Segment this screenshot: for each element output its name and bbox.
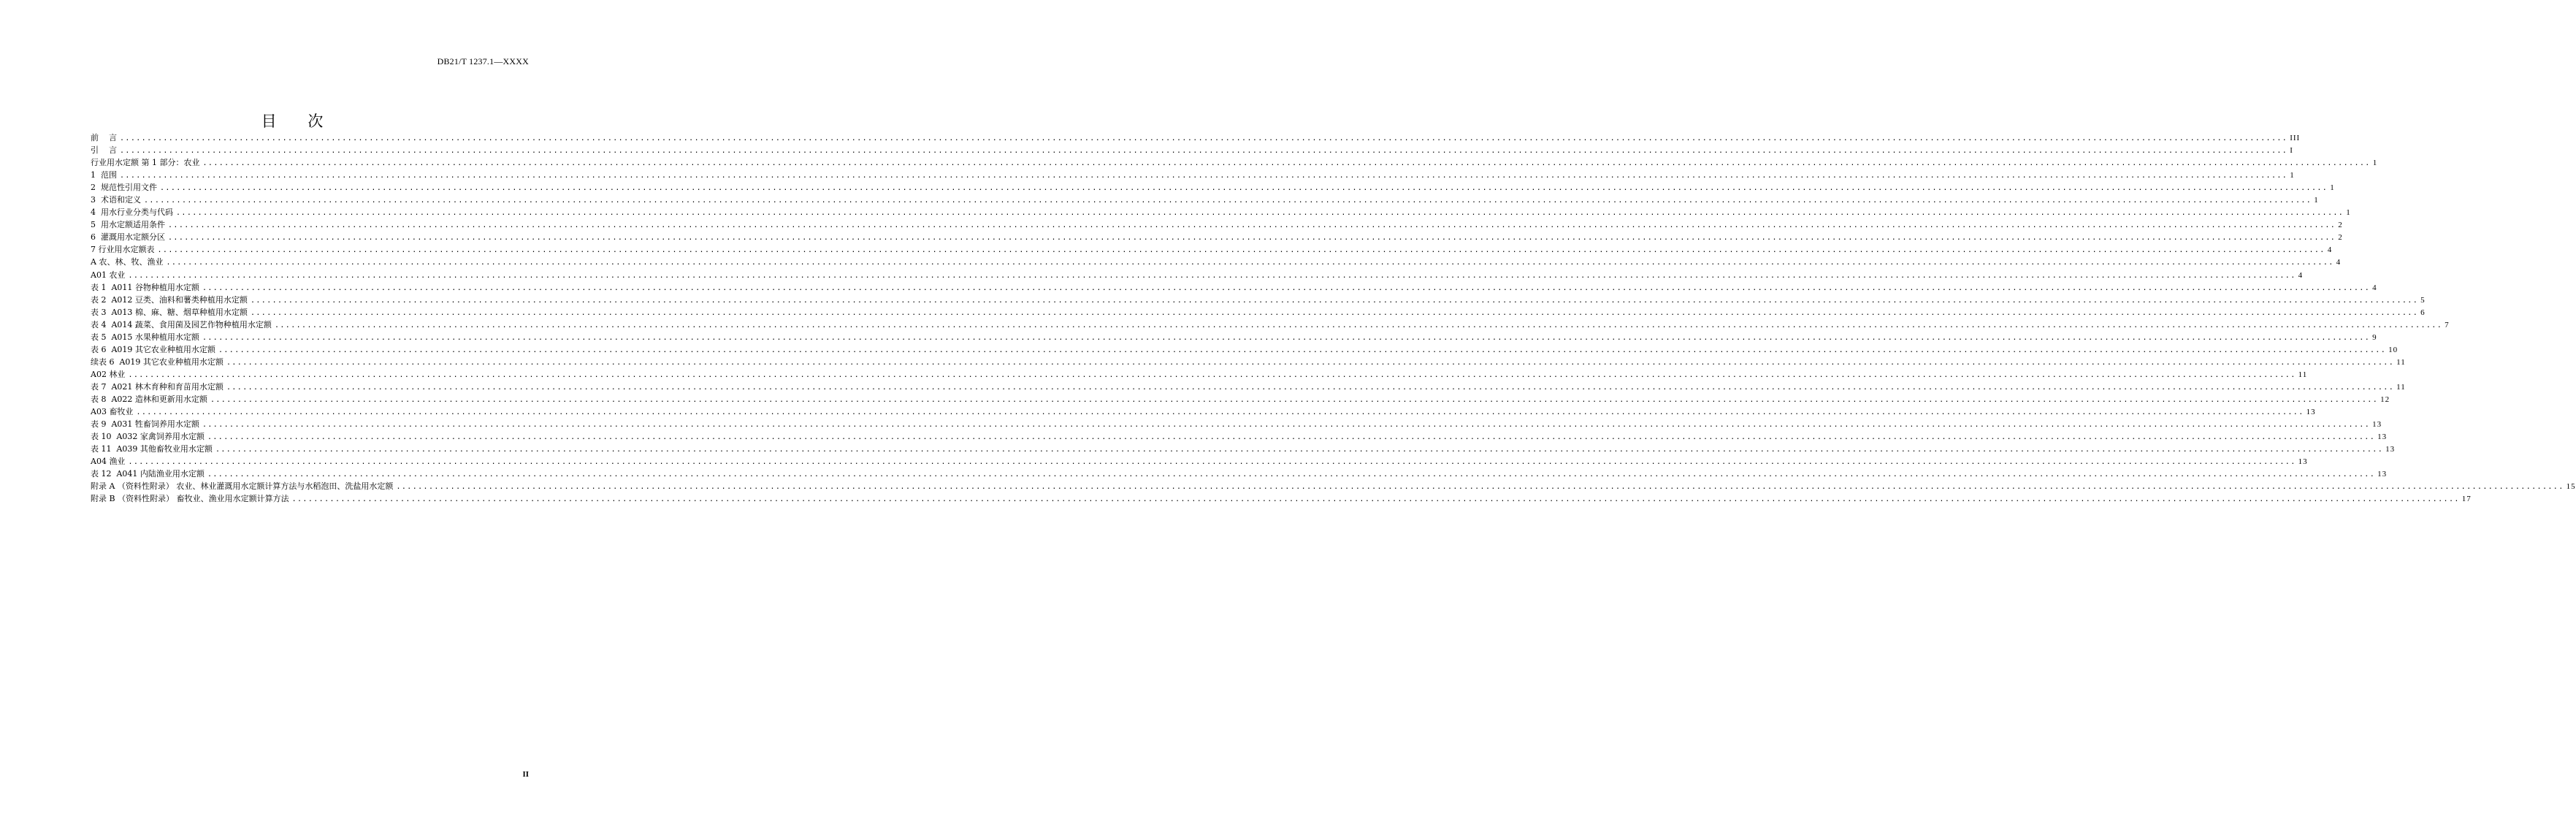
- toc-entry[interactable]: [91, 430, 2388, 443]
- toc-leader-dots: ................................................................................................................................................................................................................................................................................................................................................................................................................: [120, 147, 2288, 156]
- toc-entry-label: A03 畜牧业: [91, 407, 134, 417]
- toc-entry[interactable]: [91, 455, 2308, 468]
- toc-entry[interactable]: [91, 243, 2333, 256]
- toc-entry-page: 1: [2372, 159, 2378, 168]
- toc-leader-dots: ................................................................................................................................................................................................................................................................................................................................................................................................................: [250, 308, 2419, 317]
- toc-leader-dots: ................................................................................................................................................................................................................................................................................................................................................................................................................: [202, 159, 2371, 168]
- toc-entry-page: 4: [2336, 258, 2342, 267]
- toc-entry-page: 11: [2298, 370, 2308, 379]
- toc-entry-page: 9: [2372, 332, 2377, 342]
- toc-entry-label: A 农、林、牧、渔业: [91, 257, 164, 267]
- toc-leader-dots: ................................................................................................................................................................................................................................................................................................................................................................................................................: [226, 358, 2395, 367]
- toc-entry[interactable]: [91, 405, 2316, 418]
- toc-leader-dots: ................................................................................................................................................................................................................................................................................................................................................................................................................: [166, 259, 2334, 267]
- toc-entry-page: 13: [2377, 470, 2388, 479]
- toc-entry-page: 1: [2290, 171, 2295, 180]
- toc-entry-label: 表 1 A011 谷物种植用水定额: [91, 282, 199, 292]
- toc-leader-dots: ................................................................................................................................................................................................................................................................................................................................................................................................................: [160, 184, 2328, 193]
- toc-title: 目 次: [261, 113, 337, 130]
- toc-entry[interactable]: [91, 269, 2304, 281]
- toc-entry-page: 2: [2338, 221, 2343, 230]
- toc-entry-page: 11: [2396, 382, 2406, 392]
- toc-leader-dots: ................................................................................................................................................................................................................................................................................................................................................................................................................: [207, 433, 2376, 442]
- toc-entry-label: 表 3 A013 棉、麻、糖、烟草种植用水定额: [91, 307, 248, 317]
- toc-entry-page: 5: [2420, 295, 2426, 305]
- toc-entry-label: 前 言: [91, 133, 117, 142]
- toc-leader-dots: ................................................................................................................................................................................................................................................................................................................................................................................................................: [120, 134, 2288, 142]
- toc-entry[interactable]: [91, 231, 2343, 243]
- toc-leader-dots: ................................................................................................................................................................................................................................................................................................................................................................................................................: [128, 458, 2296, 467]
- toc-entry-label: 5 用水定额适用条件: [91, 220, 165, 230]
- page-number: II: [522, 770, 529, 779]
- toc-leader-dots: ................................................................................................................................................................................................................................................................................................................................................................................................................: [128, 271, 2296, 280]
- toc-entry-page: 4: [2327, 245, 2333, 255]
- toc-entry-page: 17: [2461, 495, 2472, 504]
- toc-entry[interactable]: [91, 492, 2472, 505]
- toc-entry-label: 附录 A （资料性附录） 农业、林业灌溉用水定额计算方法与水稻泡田、洗盐用水定额: [91, 481, 394, 492]
- toc-leader-dots: ................................................................................................................................................................................................................................................................................................................................................................................................................: [168, 234, 2336, 243]
- toc-leader-dots: ................................................................................................................................................................................................................................................................................................................................................................................................................: [144, 197, 2312, 205]
- toc-entry-label: A02 林业: [91, 369, 126, 379]
- toc-entry-page: 7: [2445, 320, 2450, 329]
- toc-leader-dots: ................................................................................................................................................................................................................................................................................................................................................................................................................: [128, 370, 2296, 379]
- toc-entry[interactable]: [91, 393, 2390, 405]
- toc-entry[interactable]: [91, 206, 2351, 218]
- toc-entry-page: 4: [2298, 270, 2304, 280]
- toc-entry-label: 7 行业用水定额表: [91, 245, 155, 255]
- toc-leader-dots: ................................................................................................................................................................................................................................................................................................................................................................................................................: [218, 346, 2387, 354]
- toc-entry-label: 6 灌溉用水定额分区: [91, 232, 165, 243]
- toc-entry[interactable]: [91, 331, 2377, 343]
- toc-entry-label: 表 11 A039 其他畜牧业用水定额: [91, 444, 213, 454]
- toc-entry-label: 表 12 A041 内陆渔业用水定额: [91, 469, 205, 479]
- toc-entry-page: 13: [2385, 445, 2396, 454]
- toc-entry[interactable]: [91, 181, 2335, 194]
- toc-entry-label: 表 2 A012 豆类、油料和薯类种植用水定额: [91, 294, 248, 305]
- toc-entry-page: 13: [2306, 408, 2316, 417]
- toc-entry-page: 12: [2380, 395, 2390, 404]
- toc-leader-dots: ................................................................................................................................................................................................................................................................................................................................................................................................................: [168, 221, 2336, 230]
- toc-entry[interactable]: [91, 194, 2319, 206]
- toc-entry-label: 3 术语和定义: [91, 195, 141, 205]
- toc-entry-page: 13: [2372, 420, 2382, 430]
- table-of-contents: [91, 132, 2576, 505]
- toc-entry-label: A04 渔业: [91, 457, 126, 467]
- toc-entry[interactable]: [91, 319, 2450, 331]
- toc-entry[interactable]: [91, 281, 2377, 294]
- toc-entry-page: 15: [2566, 482, 2576, 492]
- toc-entry[interactable]: [91, 256, 2342, 268]
- toc-entry-page: 1: [2346, 208, 2351, 218]
- toc-entry-label: 2 规范性引用文件: [91, 183, 157, 193]
- toc-entry-label: 行业用水定额 第 1 部分：农业: [91, 158, 200, 168]
- toc-entry-page: 10: [2388, 345, 2399, 354]
- toc-entry-page: 6: [2420, 308, 2426, 317]
- toc-entry[interactable]: [91, 368, 2308, 381]
- toc-entry[interactable]: [91, 443, 2396, 455]
- toc-entry-label: 表 9 A031 牲畜饲养用水定额: [91, 419, 199, 430]
- toc-entry-label: 表 10 A032 家禽饲养用水定额: [91, 432, 205, 442]
- toc-entry[interactable]: [91, 169, 2295, 181]
- toc-entry-label: 4 用水行业分类与代码: [91, 207, 173, 218]
- toc-entry-label: 表 5 A015 水果种植用水定额: [91, 332, 199, 342]
- toc-entry-page: 4: [2372, 283, 2377, 292]
- toc-leader-dots: ................................................................................................................................................................................................................................................................................................................................................................................................................: [250, 296, 2419, 305]
- toc-entry-page: 13: [2298, 457, 2308, 467]
- toc-leader-dots: ................................................................................................................................................................................................................................................................................................................................................................................................................: [274, 321, 2443, 329]
- toc-entry[interactable]: [91, 306, 2426, 319]
- document-code: DB21/T 1237.1—XXXX: [437, 56, 529, 66]
- toc-leader-dots: ................................................................................................................................................................................................................................................................................................................................................................................................................: [202, 421, 2371, 430]
- toc-leader-dots: ................................................................................................................................................................................................................................................................................................................................................................................................................: [202, 283, 2371, 292]
- toc-entry[interactable]: [91, 480, 2576, 492]
- toc-leader-dots: ................................................................................................................................................................................................................................................................................................................................................................................................................: [176, 209, 2344, 218]
- toc-entry[interactable]: [91, 218, 2343, 231]
- toc-leader-dots: ................................................................................................................................................................................................................................................................................................................................................................................................................: [396, 483, 2564, 492]
- toc-entry-label: 表 6 A019 其它农业种植用水定额: [91, 344, 215, 354]
- toc-entry-label: 续表 6 A019 其它农业种植用水定额: [91, 357, 223, 367]
- toc-entry[interactable]: [91, 418, 2382, 430]
- toc-entry[interactable]: [91, 356, 2406, 368]
- toc-leader-dots: ................................................................................................................................................................................................................................................................................................................................................................................................................: [291, 495, 2460, 504]
- toc-entry-page: 2: [2338, 233, 2343, 243]
- toc-entry-page: I: [2290, 146, 2293, 156]
- toc-entry-page: 11: [2396, 357, 2406, 367]
- toc-entry[interactable]: [91, 132, 2301, 144]
- toc-entry-label: 附录 B （资料性附录） 畜牧业、渔业用水定额计算方法: [91, 494, 289, 504]
- toc-entry-label: 引 言: [91, 145, 117, 156]
- toc-leader-dots: ................................................................................................................................................................................................................................................................................................................................................................................................................: [136, 408, 2304, 417]
- toc-entry-label: 表 4 A014 蔬菜、食用菌及园艺作物种植用水定额: [91, 319, 272, 329]
- toc-entry-page: III: [2290, 134, 2301, 142]
- toc-entry[interactable]: [91, 294, 2426, 306]
- toc-leader-dots: ................................................................................................................................................................................................................................................................................................................................................................................................................: [202, 333, 2371, 342]
- toc-entry-page: 1: [2330, 183, 2335, 193]
- toc-entry-label: A01 农业: [91, 270, 126, 280]
- toc-leader-dots: ................................................................................................................................................................................................................................................................................................................................................................................................................: [120, 172, 2288, 180]
- toc-leader-dots: ................................................................................................................................................................................................................................................................................................................................................................................................................: [157, 246, 2325, 255]
- toc-entry-label: 1 范围: [91, 170, 117, 180]
- toc-leader-dots: ................................................................................................................................................................................................................................................................................................................................................................................................................: [210, 395, 2379, 404]
- toc-entry-label: 表 7 A021 林木育种和育苗用水定额: [91, 381, 223, 392]
- toc-entry[interactable]: [91, 144, 2293, 156]
- toc-leader-dots: ................................................................................................................................................................................................................................................................................................................................................................................................................: [207, 470, 2376, 479]
- toc-entry[interactable]: [91, 381, 2406, 393]
- toc-entry[interactable]: [91, 343, 2399, 356]
- toc-entry[interactable]: [91, 156, 2378, 169]
- toc-entry-page: 1: [2314, 196, 2319, 205]
- toc-entry-label: 表 8 A022 造林和更新用水定额: [91, 394, 207, 404]
- toc-leader-dots: ................................................................................................................................................................................................................................................................................................................................................................................................................: [215, 446, 2384, 454]
- toc-leader-dots: ................................................................................................................................................................................................................................................................................................................................................................................................................: [226, 383, 2395, 392]
- toc-entry-page: 13: [2377, 432, 2388, 442]
- toc-entry[interactable]: [91, 468, 2388, 480]
